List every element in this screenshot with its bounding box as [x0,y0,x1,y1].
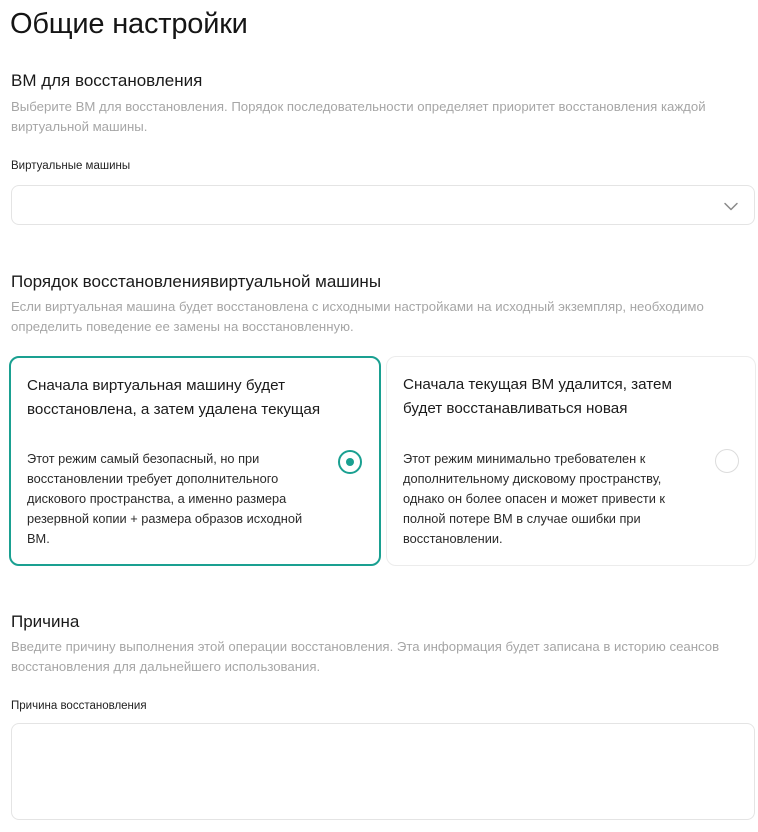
option-description: Этот режим минимально требователен к дополнительному дисковому пространству, однако он более опасен и может привести к полной потере ВМ в случае ошибки при восстановлении. [403,451,666,546]
option-description: Этот режим самый безопасный, но при восстановлении требует дополнительного дискового пространства, а именно размера резервной копии + размера образов исходной ВМ. [27,451,303,546]
option-radio-unchecked[interactable] [715,449,739,473]
reason-section-title: Причина [11,612,80,631]
chevron-down-icon [722,197,740,215]
vm-select[interactable] [11,185,755,225]
order-section-description: Если виртуальная машина будет восстановлена с исходными настройками на исходный экземпляр, необходимо определить поведение ее замены на восстановленную. [11,299,704,334]
reason-textarea[interactable] [11,723,755,820]
option-title: Сначала текущая ВМ удалится, затем будет восстанавливаться новая [403,376,672,417]
option-card-delete-first[interactable] [386,356,756,566]
order-section-title: Порядок восстановлениявиртуальной машины [11,272,382,291]
option-radio-checked[interactable] [338,450,362,474]
vm-section-description: Выберите ВМ для восстановления. Порядок последовательности определяет приоритет восстановления каждой виртуальной машины. [11,99,706,134]
option-title: Сначала виртуальная машину будет восстановлена, а затем удалена текущая [27,377,321,418]
vm-section-title: ВМ для восстановления [11,71,203,90]
reason-section-description: Введите причину выполнения этой операции восстановления. Эта информация будет записана в историю сеансов восстановления для дальнейшего использования. [11,639,720,674]
vm-field-label: Виртуальные машины [11,160,131,172]
page-title: Общие настройки [10,8,248,40]
reason-field-label: Причина восстановления [11,700,147,712]
option-card-restore-first[interactable] [9,356,381,566]
